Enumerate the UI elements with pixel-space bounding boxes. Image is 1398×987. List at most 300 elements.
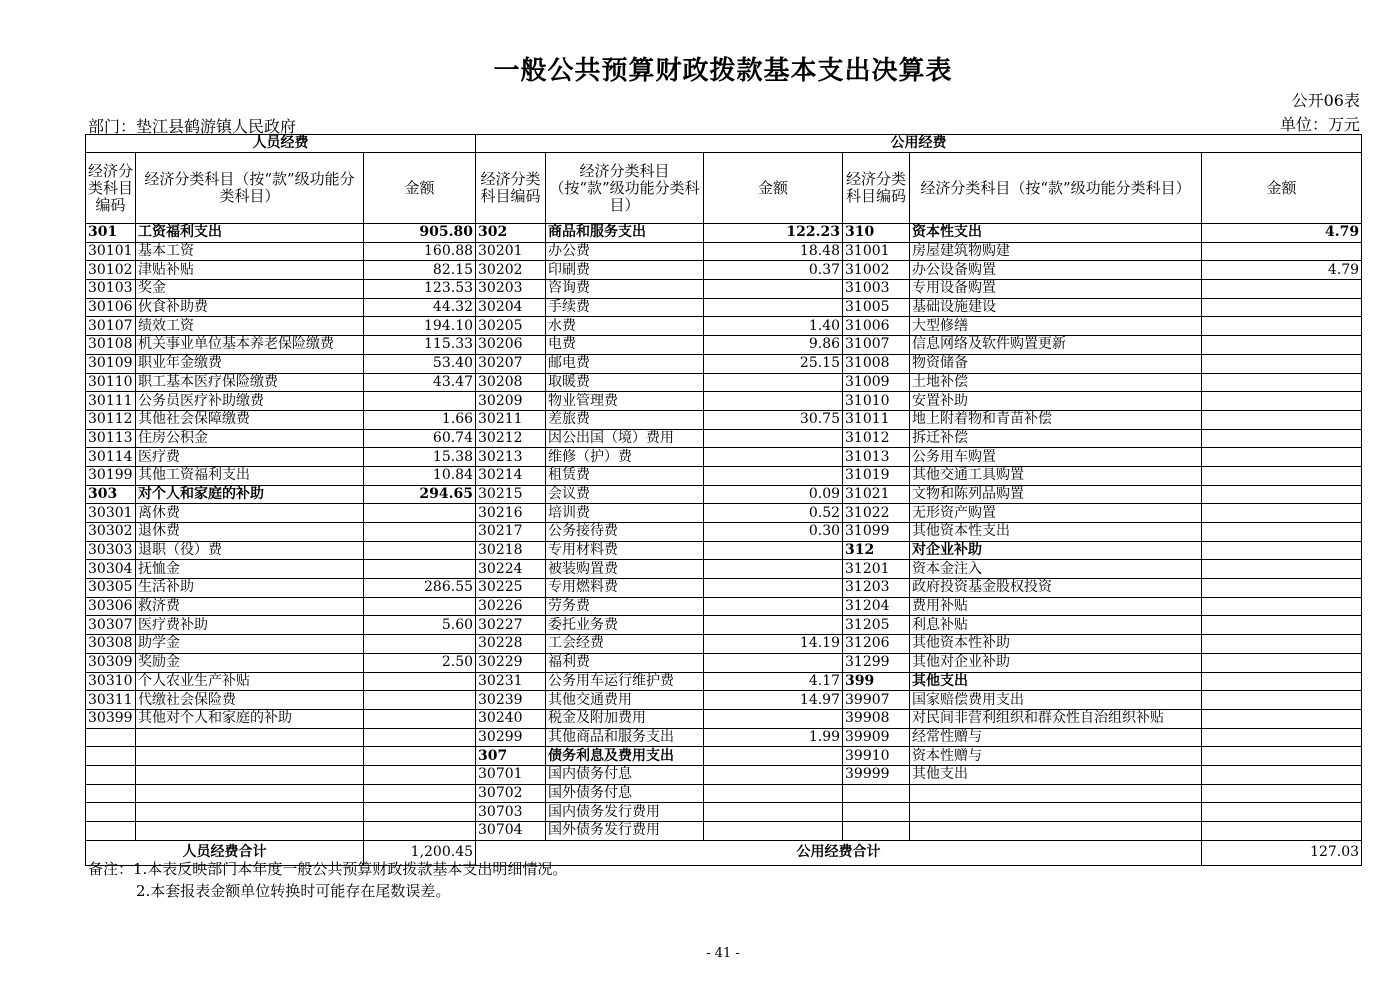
table-row — [86, 765, 1362, 784]
cell-a1: 160.88 — [364, 242, 476, 261]
cell-n3: 费用补贴 — [910, 597, 1202, 616]
table-row — [86, 466, 1362, 485]
cell-n3: 其他对企业补助 — [910, 653, 1202, 672]
cell-a1: 2.50 — [364, 653, 476, 672]
cell-n1: 其他对个人和家庭的补助 — [136, 709, 364, 728]
table-row — [86, 373, 1362, 392]
cell-n1: 职业年金缴费 — [136, 354, 364, 373]
cell-c3: 31206 — [843, 635, 910, 654]
cell-n2: 劳务费 — [546, 597, 704, 616]
cell-c3: 31022 — [843, 504, 910, 523]
cell-a2 — [704, 298, 843, 317]
cell-n1: 奖励金 — [136, 653, 364, 672]
cell-n3: 其他交通工具购置 — [910, 466, 1202, 485]
table-row — [86, 728, 1362, 747]
cell-c2: 30231 — [476, 672, 546, 691]
cell-a1: 115.33 — [364, 336, 476, 355]
table-row — [86, 672, 1362, 691]
cell-c3: 31013 — [843, 448, 910, 467]
table-row — [86, 448, 1362, 467]
cell-a2: 1.40 — [704, 317, 843, 336]
cell-n3: 国家赔偿费用支出 — [910, 691, 1202, 710]
cell-n2: 取暖费 — [546, 373, 704, 392]
cell-a3 — [1202, 784, 1362, 803]
cell-n2: 国外债务发行费用 — [546, 822, 704, 841]
cell-n2: 其他商品和服务支出 — [546, 728, 704, 747]
public-total-value: 127.03 — [1202, 840, 1362, 865]
cell-a1 — [364, 523, 476, 542]
cell-c3: 31008 — [843, 354, 910, 373]
cell-n2: 国内债务付息 — [546, 765, 704, 784]
cell-n2: 专用燃料费 — [546, 579, 704, 598]
cell-c1: 30111 — [86, 392, 136, 411]
cell-a2: 0.09 — [704, 485, 843, 504]
cell-c2: 30701 — [476, 765, 546, 784]
cell-a3 — [1202, 317, 1362, 336]
cell-c1 — [86, 728, 136, 747]
cell-c2: 30702 — [476, 784, 546, 803]
cell-a1 — [364, 765, 476, 784]
header-amount-b: 金额 — [704, 153, 843, 224]
cell-c2: 30205 — [476, 317, 546, 336]
cell-n1: 职工基本医疗保险缴费 — [136, 373, 364, 392]
cell-a1 — [364, 747, 476, 766]
cell-a3 — [1202, 541, 1362, 560]
cell-n2: 培训费 — [546, 504, 704, 523]
cell-a2 — [704, 765, 843, 784]
cell-a2 — [704, 448, 843, 467]
cell-a2 — [704, 709, 843, 728]
cell-c1: 30112 — [86, 410, 136, 429]
table-row — [86, 747, 1362, 766]
table-row — [86, 280, 1362, 299]
cell-a1 — [364, 392, 476, 411]
column-header-row — [86, 153, 1362, 224]
cell-a1: 43.47 — [364, 373, 476, 392]
cell-n2: 印刷费 — [546, 261, 704, 280]
cell-c1: 303 — [86, 485, 136, 504]
cell-n3: 资本性赠与 — [910, 747, 1202, 766]
cell-n3 — [910, 784, 1202, 803]
cell-a1: 5.60 — [364, 616, 476, 635]
cell-n1: 公务员医疗补助缴费 — [136, 392, 364, 411]
cell-a1 — [364, 822, 476, 841]
cell-c2: 30214 — [476, 466, 546, 485]
cell-n3: 基础设施建设 — [910, 298, 1202, 317]
cell-c3: 31019 — [843, 466, 910, 485]
cell-c1: 30108 — [86, 336, 136, 355]
cell-a3 — [1202, 466, 1362, 485]
cell-c2: 302 — [476, 224, 546, 243]
cell-n2: 差旅费 — [546, 410, 704, 429]
cell-a3 — [1202, 410, 1362, 429]
cell-n3: 其他支出 — [910, 672, 1202, 691]
cell-c1: 30106 — [86, 298, 136, 317]
cell-c1: 30101 — [86, 242, 136, 261]
cell-c2: 30215 — [476, 485, 546, 504]
cell-c1: 30307 — [86, 616, 136, 635]
cell-a1 — [364, 728, 476, 747]
cell-a2: 9.86 — [704, 336, 843, 355]
cell-a3: 4.79 — [1202, 261, 1362, 280]
cell-c2: 30206 — [476, 336, 546, 355]
cell-c3: 31010 — [843, 392, 910, 411]
cell-c3: 31005 — [843, 298, 910, 317]
cell-n3: 利息补贴 — [910, 616, 1202, 635]
cell-n3: 房屋建筑物购建 — [910, 242, 1202, 261]
cell-a2 — [704, 373, 843, 392]
cell-c3: 39910 — [843, 747, 910, 766]
cell-c2: 30204 — [476, 298, 546, 317]
cell-c3: 39907 — [843, 691, 910, 710]
cell-c1: 30102 — [86, 261, 136, 280]
cell-a1: 123.53 — [364, 280, 476, 299]
cell-n1: 医疗费补助 — [136, 616, 364, 635]
expenditure-table — [85, 134, 1362, 866]
table-row — [86, 317, 1362, 336]
cell-c2: 30203 — [476, 280, 546, 299]
cell-n2: 电费 — [546, 336, 704, 355]
cell-a2 — [704, 579, 843, 598]
table-row — [86, 410, 1362, 429]
cell-c2: 30208 — [476, 373, 546, 392]
cell-a3 — [1202, 523, 1362, 542]
cell-a2: 122.23 — [704, 224, 843, 243]
cell-n3: 土地补偿 — [910, 373, 1202, 392]
cell-a1: 44.32 — [364, 298, 476, 317]
public-total-label: 公用经费合计 — [476, 840, 1202, 865]
cell-n2: 租赁费 — [546, 466, 704, 485]
cell-a3 — [1202, 392, 1362, 411]
cell-n2: 手续费 — [546, 298, 704, 317]
cell-n2: 公务接待费 — [546, 523, 704, 542]
cell-n1: 绩效工资 — [136, 317, 364, 336]
cell-n1: 离休费 — [136, 504, 364, 523]
header-name-c: 经济分类科目（按“款”级功能分类科目） — [910, 153, 1202, 224]
cell-c1: 30399 — [86, 709, 136, 728]
header-name-a: 经济分类科目（按“款”级功能分类科目） — [136, 153, 364, 224]
cell-a2 — [704, 653, 843, 672]
cell-a3 — [1202, 504, 1362, 523]
table-row — [86, 336, 1362, 355]
cell-n3: 地上附着物和青苗补偿 — [910, 410, 1202, 429]
cell-n2: 被装购置费 — [546, 560, 704, 579]
cell-n3: 大型修缮 — [910, 317, 1202, 336]
cell-n1: 抚恤金 — [136, 560, 364, 579]
cell-n2: 国外债务付息 — [546, 784, 704, 803]
cell-a2: 18.48 — [704, 242, 843, 261]
cell-a2 — [704, 597, 843, 616]
header-code-c: 经济分类科目编码 — [843, 153, 910, 224]
cell-c1: 30303 — [86, 541, 136, 560]
cell-n3: 无形资产购置 — [910, 504, 1202, 523]
cell-n2: 维修（护）费 — [546, 448, 704, 467]
cell-c2: 30229 — [476, 653, 546, 672]
table-row — [86, 298, 1362, 317]
cell-n1: 住房公积金 — [136, 429, 364, 448]
cell-n3: 文物和陈列品购置 — [910, 485, 1202, 504]
cell-a2: 1.99 — [704, 728, 843, 747]
page-title: 一般公共预算财政拨款基本支出决算表 — [493, 56, 953, 86]
cell-a1: 1.66 — [364, 410, 476, 429]
table-row — [86, 635, 1362, 654]
cell-n1: 其他工资福利支出 — [136, 466, 364, 485]
cell-a2: 25.15 — [704, 354, 843, 373]
cell-c3: 31002 — [843, 261, 910, 280]
cell-n1 — [136, 728, 364, 747]
table-row — [86, 822, 1362, 841]
cell-c1 — [86, 747, 136, 766]
cell-n1: 代缴社会保险费 — [136, 691, 364, 710]
cell-a3 — [1202, 822, 1362, 841]
cell-c2: 30239 — [476, 691, 546, 710]
cell-a2 — [704, 466, 843, 485]
table-row — [86, 242, 1362, 261]
cell-c1 — [86, 765, 136, 784]
table-row — [86, 485, 1362, 504]
cell-c1: 30109 — [86, 354, 136, 373]
cell-c2: 30228 — [476, 635, 546, 654]
cell-n3: 其他资本性补助 — [910, 635, 1202, 654]
cell-n3 — [910, 803, 1202, 822]
cell-a1: 905.80 — [364, 224, 476, 243]
cell-n1: 津贴补贴 — [136, 261, 364, 280]
note-2: 2.本套报表金额单位转换时可能存在尾数误差。 — [136, 882, 451, 900]
cell-c1: 30305 — [86, 579, 136, 598]
cell-a3 — [1202, 803, 1362, 822]
cell-c2: 30226 — [476, 597, 546, 616]
cell-a1 — [364, 560, 476, 579]
cell-a1 — [364, 504, 476, 523]
cell-n1: 工资福利支出 — [136, 224, 364, 243]
cell-a3 — [1202, 691, 1362, 710]
cell-n3: 拆迁补偿 — [910, 429, 1202, 448]
cell-n3: 政府投资基金股权投资 — [910, 579, 1202, 598]
table-row — [86, 523, 1362, 542]
cell-a3 — [1202, 728, 1362, 747]
cell-a3: 4.79 — [1202, 224, 1362, 243]
cell-c1: 30199 — [86, 466, 136, 485]
cell-c2: 30216 — [476, 504, 546, 523]
cell-c1: 301 — [86, 224, 136, 243]
cell-c2: 30225 — [476, 579, 546, 598]
cell-a3 — [1202, 709, 1362, 728]
cell-a3 — [1202, 280, 1362, 299]
cell-c2: 30209 — [476, 392, 546, 411]
cell-n1: 对个人和家庭的补助 — [136, 485, 364, 504]
page-number: - 41 - — [706, 946, 740, 961]
cell-a1: 60.74 — [364, 429, 476, 448]
cell-n3: 经常性赠与 — [910, 728, 1202, 747]
cell-n1: 救济费 — [136, 597, 364, 616]
cell-c3: 31205 — [843, 616, 910, 635]
cell-c3: 31203 — [843, 579, 910, 598]
cell-a2 — [704, 784, 843, 803]
cell-a1 — [364, 597, 476, 616]
cell-a1 — [364, 541, 476, 560]
cell-n1: 机关事业单位基本养老保险缴费 — [136, 336, 364, 355]
group-personnel: 人员经费 — [86, 135, 476, 153]
cell-n3: 安置补助 — [910, 392, 1202, 411]
cell-a3 — [1202, 354, 1362, 373]
table-code: 公开06表 — [1291, 91, 1360, 110]
cell-n3: 对民间非营利组织和群众性自治组织补贴 — [910, 709, 1202, 728]
cell-c3: 39908 — [843, 709, 910, 728]
cell-n2: 会议费 — [546, 485, 704, 504]
cell-c2: 30227 — [476, 616, 546, 635]
cell-n1: 个人农业生产补贴 — [136, 672, 364, 691]
cell-a3 — [1202, 747, 1362, 766]
cell-c1: 30304 — [86, 560, 136, 579]
cell-a3 — [1202, 242, 1362, 261]
cell-n1 — [136, 803, 364, 822]
cell-n2: 工会经费 — [546, 635, 704, 654]
cell-a3 — [1202, 672, 1362, 691]
cell-a3 — [1202, 653, 1362, 672]
cell-a2: 0.37 — [704, 261, 843, 280]
cell-n1 — [136, 822, 364, 841]
table-row — [86, 653, 1362, 672]
cell-a2: 4.17 — [704, 672, 843, 691]
cell-a3 — [1202, 485, 1362, 504]
cell-c1: 30103 — [86, 280, 136, 299]
cell-c1 — [86, 784, 136, 803]
cell-c3 — [843, 803, 910, 822]
cell-c2: 30212 — [476, 429, 546, 448]
cell-n1: 医疗费 — [136, 448, 364, 467]
cell-n2: 委托业务费 — [546, 616, 704, 635]
cell-a2 — [704, 616, 843, 635]
cell-n2: 因公出国（境）费用 — [546, 429, 704, 448]
cell-c1: 30301 — [86, 504, 136, 523]
group-header-row — [86, 135, 1362, 153]
cell-n1: 基本工资 — [136, 242, 364, 261]
unit-label: 单位：万元 — [1279, 115, 1360, 134]
cell-c1: 30310 — [86, 672, 136, 691]
cell-a1 — [364, 709, 476, 728]
cell-c1: 30311 — [86, 691, 136, 710]
cell-a2: 30.75 — [704, 410, 843, 429]
cell-n1: 退休费 — [136, 523, 364, 542]
cell-c1 — [86, 803, 136, 822]
cell-n3: 对企业补助 — [910, 541, 1202, 560]
cell-n2: 国内债务发行费用 — [546, 803, 704, 822]
cell-c3: 31012 — [843, 429, 910, 448]
cell-a1: 53.40 — [364, 354, 476, 373]
cell-n2: 办公费 — [546, 242, 704, 261]
cell-c1: 30110 — [86, 373, 136, 392]
cell-n3 — [910, 822, 1202, 841]
cell-n1 — [136, 747, 364, 766]
cell-c3 — [843, 784, 910, 803]
table-row — [86, 429, 1362, 448]
cell-n2: 邮电费 — [546, 354, 704, 373]
table-row — [86, 541, 1362, 560]
cell-a2 — [704, 803, 843, 822]
cell-a3 — [1202, 616, 1362, 635]
cell-a2 — [704, 747, 843, 766]
cell-c2: 30704 — [476, 822, 546, 841]
cell-n2: 公务用车运行维护费 — [546, 672, 704, 691]
cell-n1: 其他社会保障缴费 — [136, 410, 364, 429]
cell-n3: 办公设备购置 — [910, 261, 1202, 280]
table-row — [86, 691, 1362, 710]
cell-a3 — [1202, 336, 1362, 355]
cell-c3: 31009 — [843, 373, 910, 392]
header-code-a: 经济分类科目编码 — [86, 153, 136, 224]
cell-c3: 31001 — [843, 242, 910, 261]
cell-n1: 奖金 — [136, 280, 364, 299]
note-1: 备注：1.本表反映部门本年度一般公共预算财政拨款基本支出明细情况。 — [88, 860, 568, 878]
group-public: 公用经费 — [476, 135, 1362, 153]
table-row — [86, 579, 1362, 598]
cell-c3: 31006 — [843, 317, 910, 336]
cell-c2: 30217 — [476, 523, 546, 542]
cell-c3: 39999 — [843, 765, 910, 784]
cell-c3 — [843, 822, 910, 841]
table-row — [86, 616, 1362, 635]
cell-c3: 399 — [843, 672, 910, 691]
cell-c3: 31007 — [843, 336, 910, 355]
cell-c3: 31011 — [843, 410, 910, 429]
header-amount-c: 金额 — [1202, 153, 1362, 224]
cell-a2 — [704, 429, 843, 448]
cell-n2: 水费 — [546, 317, 704, 336]
cell-c3: 31204 — [843, 597, 910, 616]
cell-c2: 30218 — [476, 541, 546, 560]
cell-n3: 公务用车购置 — [910, 448, 1202, 467]
cell-n1: 生活补助 — [136, 579, 364, 598]
cell-c2: 30211 — [476, 410, 546, 429]
cell-c2: 30213 — [476, 448, 546, 467]
cell-n3: 信息网络及软件购置更新 — [910, 336, 1202, 355]
cell-n3: 其他资本性支出 — [910, 523, 1202, 542]
table-row — [86, 504, 1362, 523]
cell-c3: 31021 — [843, 485, 910, 504]
cell-c2: 307 — [476, 747, 546, 766]
cell-c2: 30299 — [476, 728, 546, 747]
cell-a1: 286.55 — [364, 579, 476, 598]
cell-a3 — [1202, 298, 1362, 317]
cell-n1: 退职（役）费 — [136, 541, 364, 560]
cell-c2: 30224 — [476, 560, 546, 579]
cell-a1: 15.38 — [364, 448, 476, 467]
header-amount-a: 金额 — [364, 153, 476, 224]
cell-a2: 0.30 — [704, 523, 843, 542]
table-row — [86, 354, 1362, 373]
table-row — [86, 392, 1362, 411]
cell-a1: 82.15 — [364, 261, 476, 280]
cell-a2: 14.97 — [704, 691, 843, 710]
cell-a2 — [704, 541, 843, 560]
cell-a3 — [1202, 765, 1362, 784]
table-row — [86, 224, 1362, 243]
cell-c2: 30202 — [476, 261, 546, 280]
cell-a2 — [704, 280, 843, 299]
cell-n2: 物业管理费 — [546, 392, 704, 411]
cell-n1 — [136, 784, 364, 803]
cell-c1: 30114 — [86, 448, 136, 467]
cell-a2 — [704, 822, 843, 841]
cell-a3 — [1202, 597, 1362, 616]
cell-a1 — [364, 803, 476, 822]
cell-a3 — [1202, 429, 1362, 448]
cell-n2: 福利费 — [546, 653, 704, 672]
cell-n2: 专用材料费 — [546, 541, 704, 560]
cell-c1: 30107 — [86, 317, 136, 336]
cell-n1: 助学金 — [136, 635, 364, 654]
cell-c1: 30308 — [86, 635, 136, 654]
